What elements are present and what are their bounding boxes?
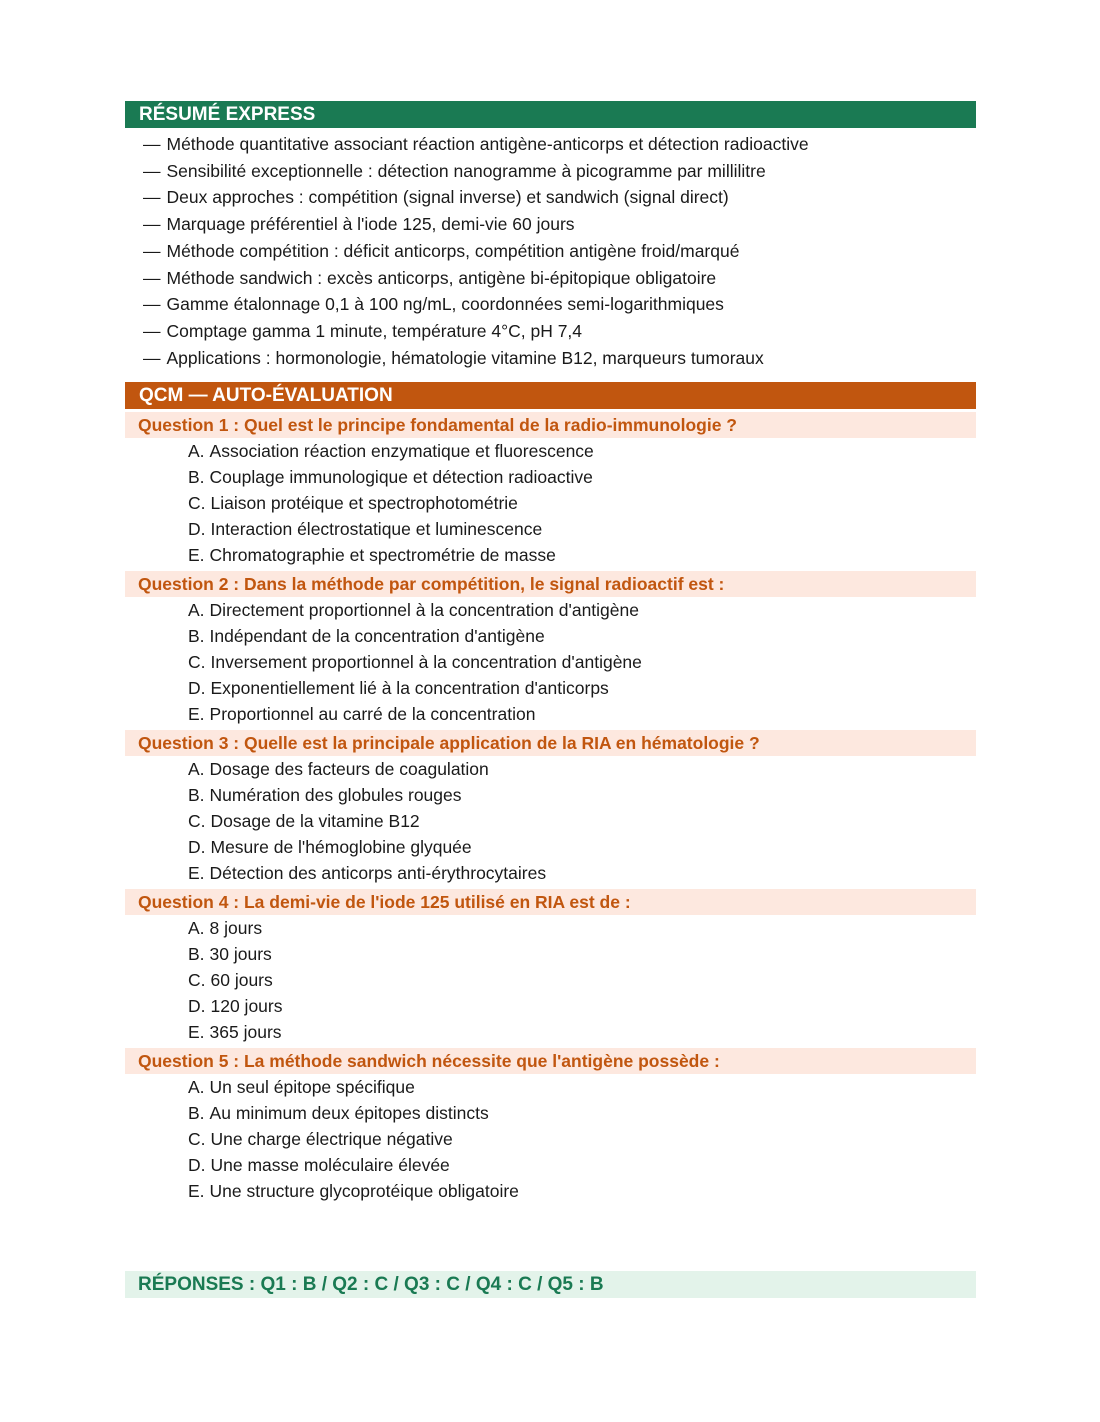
option-letter: C.: [188, 493, 206, 514]
option-text: Exponentiellement lié à la concentration d'anticorps: [210, 678, 609, 699]
bullet-dash: —: [143, 134, 161, 154]
bullet-dash: —: [143, 320, 161, 341]
answers-banner: RÉPONSES : Q1 : B / Q2 : C / Q3 : C / Q4 : C / Q5 : B: [125, 1271, 976, 1298]
option-c: [188, 490, 976, 516]
option-b: [188, 1100, 976, 1126]
option-letter: D.: [188, 837, 206, 858]
option-text: Au minimum deux épitopes distincts: [209, 1103, 489, 1124]
summary-item-text: Méthode sandwich : excès anticorps, antigène bi-épitopique obligatoire: [166, 267, 717, 288]
option-letter: E.: [188, 704, 205, 725]
options-list: [125, 438, 976, 568]
option-a: [188, 915, 976, 941]
option-letter: E.: [188, 1181, 205, 1202]
option-letter: B.: [188, 785, 205, 806]
qcm-section: [125, 382, 976, 1204]
option-letter: E.: [188, 545, 205, 566]
option-d: [188, 1152, 976, 1178]
option-text: Indépendant de la concentration d'antigène: [209, 626, 545, 647]
option-c: [188, 808, 976, 834]
option-letter: D.: [188, 519, 206, 540]
option-a: [188, 597, 976, 623]
option-letter: D.: [188, 996, 206, 1017]
option-letter: B.: [188, 944, 205, 965]
option-text: Une charge électrique négative: [210, 1129, 453, 1150]
summary-item: [143, 211, 976, 238]
option-letter: B.: [188, 467, 205, 488]
question-title: Question 5 : La méthode sandwich nécessite que l'antigène possède :: [125, 1048, 976, 1074]
summary-header: RÉSUMÉ EXPRESS: [125, 101, 976, 128]
summary-item-text: Comptage gamma 1 minute, température 4°C, pH 7,4: [166, 320, 583, 341]
option-text: Liaison protéique et spectrophotométrie: [210, 493, 518, 514]
summary-item: [143, 265, 976, 292]
option-letter: A.: [188, 918, 205, 939]
option-text: 365 jours: [209, 1022, 282, 1043]
option-letter: C.: [188, 1129, 206, 1150]
question-5: [125, 1048, 976, 1204]
question-1: [125, 412, 976, 568]
option-a: [188, 438, 976, 464]
option-letter: E.: [188, 863, 205, 884]
question-title: Question 3 : Quelle est la principale application de la RIA en hématologie ?: [125, 730, 976, 756]
option-c: [188, 649, 976, 675]
question-3: [125, 730, 976, 886]
question-title: Question 4 : La demi-vie de l'iode 125 utilisé en RIA est de :: [125, 889, 976, 915]
option-e: [188, 1019, 976, 1045]
bullet-dash: —: [143, 267, 161, 288]
option-text: 60 jours: [210, 970, 273, 991]
summary-item: [143, 291, 976, 318]
option-letter: C.: [188, 970, 206, 991]
summary-item: [143, 158, 976, 185]
option-letter: D.: [188, 678, 206, 699]
option-letter: C.: [188, 652, 206, 673]
summary-item: [143, 131, 976, 158]
option-letter: A.: [188, 1077, 205, 1098]
option-letter: B.: [188, 1103, 205, 1124]
question-2: [125, 571, 976, 727]
bullet-dash: —: [143, 240, 161, 261]
option-text: Couplage immunologique et détection radioactive: [209, 467, 593, 488]
option-e: [188, 860, 976, 886]
summary-item-text: Sensibilité exceptionnelle : détection nanogramme à picogramme par millilitre: [166, 160, 766, 181]
options-list: [125, 597, 976, 727]
summary-item-text: Deux approches : compétition (signal inverse) et sandwich (signal direct): [166, 187, 729, 208]
summary-item-text: Marquage préférentiel à l'iode 125, demi-vie 60 jours: [166, 214, 575, 235]
option-text: Dosage de la vitamine B12: [210, 811, 420, 832]
options-list: [125, 915, 976, 1045]
option-a: [188, 1074, 976, 1100]
option-letter: A.: [188, 600, 205, 621]
option-text: Association réaction enzymatique et fluorescence: [209, 441, 594, 462]
option-c: [188, 1126, 976, 1152]
bullet-dash: —: [143, 294, 161, 315]
options-list: [125, 756, 976, 886]
option-text: 120 jours: [210, 996, 283, 1017]
summary-item-text: Gamme étalonnage 0,1 à 100 ng/mL, coordonnées semi-logarithmiques: [166, 294, 724, 315]
option-b: [188, 464, 976, 490]
option-a: [188, 756, 976, 782]
option-text: Une structure glycoprotéique obligatoire: [209, 1181, 519, 1202]
summary-item-text: Méthode quantitative associant réaction antigène-anticorps et détection radioactive: [166, 134, 809, 154]
option-text: Directement proportionnel à la concentration d'antigène: [209, 600, 639, 621]
summary-item-text: Applications : hormonologie, hématologie vitamine B12, marqueurs tumoraux: [166, 347, 764, 368]
option-text: Un seul épitope spécifique: [209, 1077, 415, 1098]
option-text: Une masse moléculaire élevée: [210, 1155, 450, 1176]
option-d: [188, 516, 976, 542]
option-text: Dosage des facteurs de coagulation: [209, 759, 489, 780]
summary-item: [143, 184, 976, 211]
summary-list: [125, 128, 976, 371]
option-b: [188, 782, 976, 808]
bullet-dash: —: [143, 160, 161, 181]
bullet-dash: —: [143, 214, 161, 235]
option-text: Chromatographie et spectrométrie de masse: [209, 545, 556, 566]
option-letter: E.: [188, 1022, 205, 1043]
option-e: [188, 701, 976, 727]
summary-item: [143, 345, 976, 372]
options-list: [125, 1074, 976, 1204]
option-text: Interaction électrostatique et luminescence: [210, 519, 543, 540]
option-letter: C.: [188, 811, 206, 832]
option-letter: B.: [188, 626, 205, 647]
option-text: 8 jours: [209, 918, 263, 939]
option-text: Mesure de l'hémoglobine glyquée: [210, 837, 472, 858]
option-e: [188, 542, 976, 568]
option-d: [188, 993, 976, 1019]
option-text: Proportionnel au carré de la concentration: [209, 704, 536, 725]
bullet-dash: —: [143, 187, 161, 208]
option-e: [188, 1178, 976, 1204]
summary-item-text: Méthode compétition : déficit anticorps, compétition antigène froid/marqué: [166, 240, 740, 261]
option-letter: A.: [188, 441, 205, 462]
option-text: Numération des globules rouges: [209, 785, 462, 806]
bullet-dash: —: [143, 347, 161, 368]
summary-item: [143, 238, 976, 265]
document-page: [125, 101, 976, 1204]
question-title: Question 1 : Quel est le principe fondamental de la radio-immunologie ?: [125, 412, 976, 438]
option-b: [188, 941, 976, 967]
option-d: [188, 834, 976, 860]
question-title: Question 2 : Dans la méthode par compétition, le signal radioactif est :: [125, 571, 976, 597]
option-letter: A.: [188, 759, 205, 780]
option-text: 30 jours: [209, 944, 272, 965]
option-text: Détection des anticorps anti-érythrocytaires: [209, 863, 547, 884]
option-d: [188, 675, 976, 701]
question-4: [125, 889, 976, 1045]
option-b: [188, 623, 976, 649]
option-c: [188, 967, 976, 993]
summary-item: [143, 318, 976, 345]
option-letter: D.: [188, 1155, 206, 1176]
option-text: Inversement proportionnel à la concentration d'antigène: [210, 652, 642, 673]
qcm-header: QCM — AUTO-ÉVALUATION: [125, 382, 976, 409]
